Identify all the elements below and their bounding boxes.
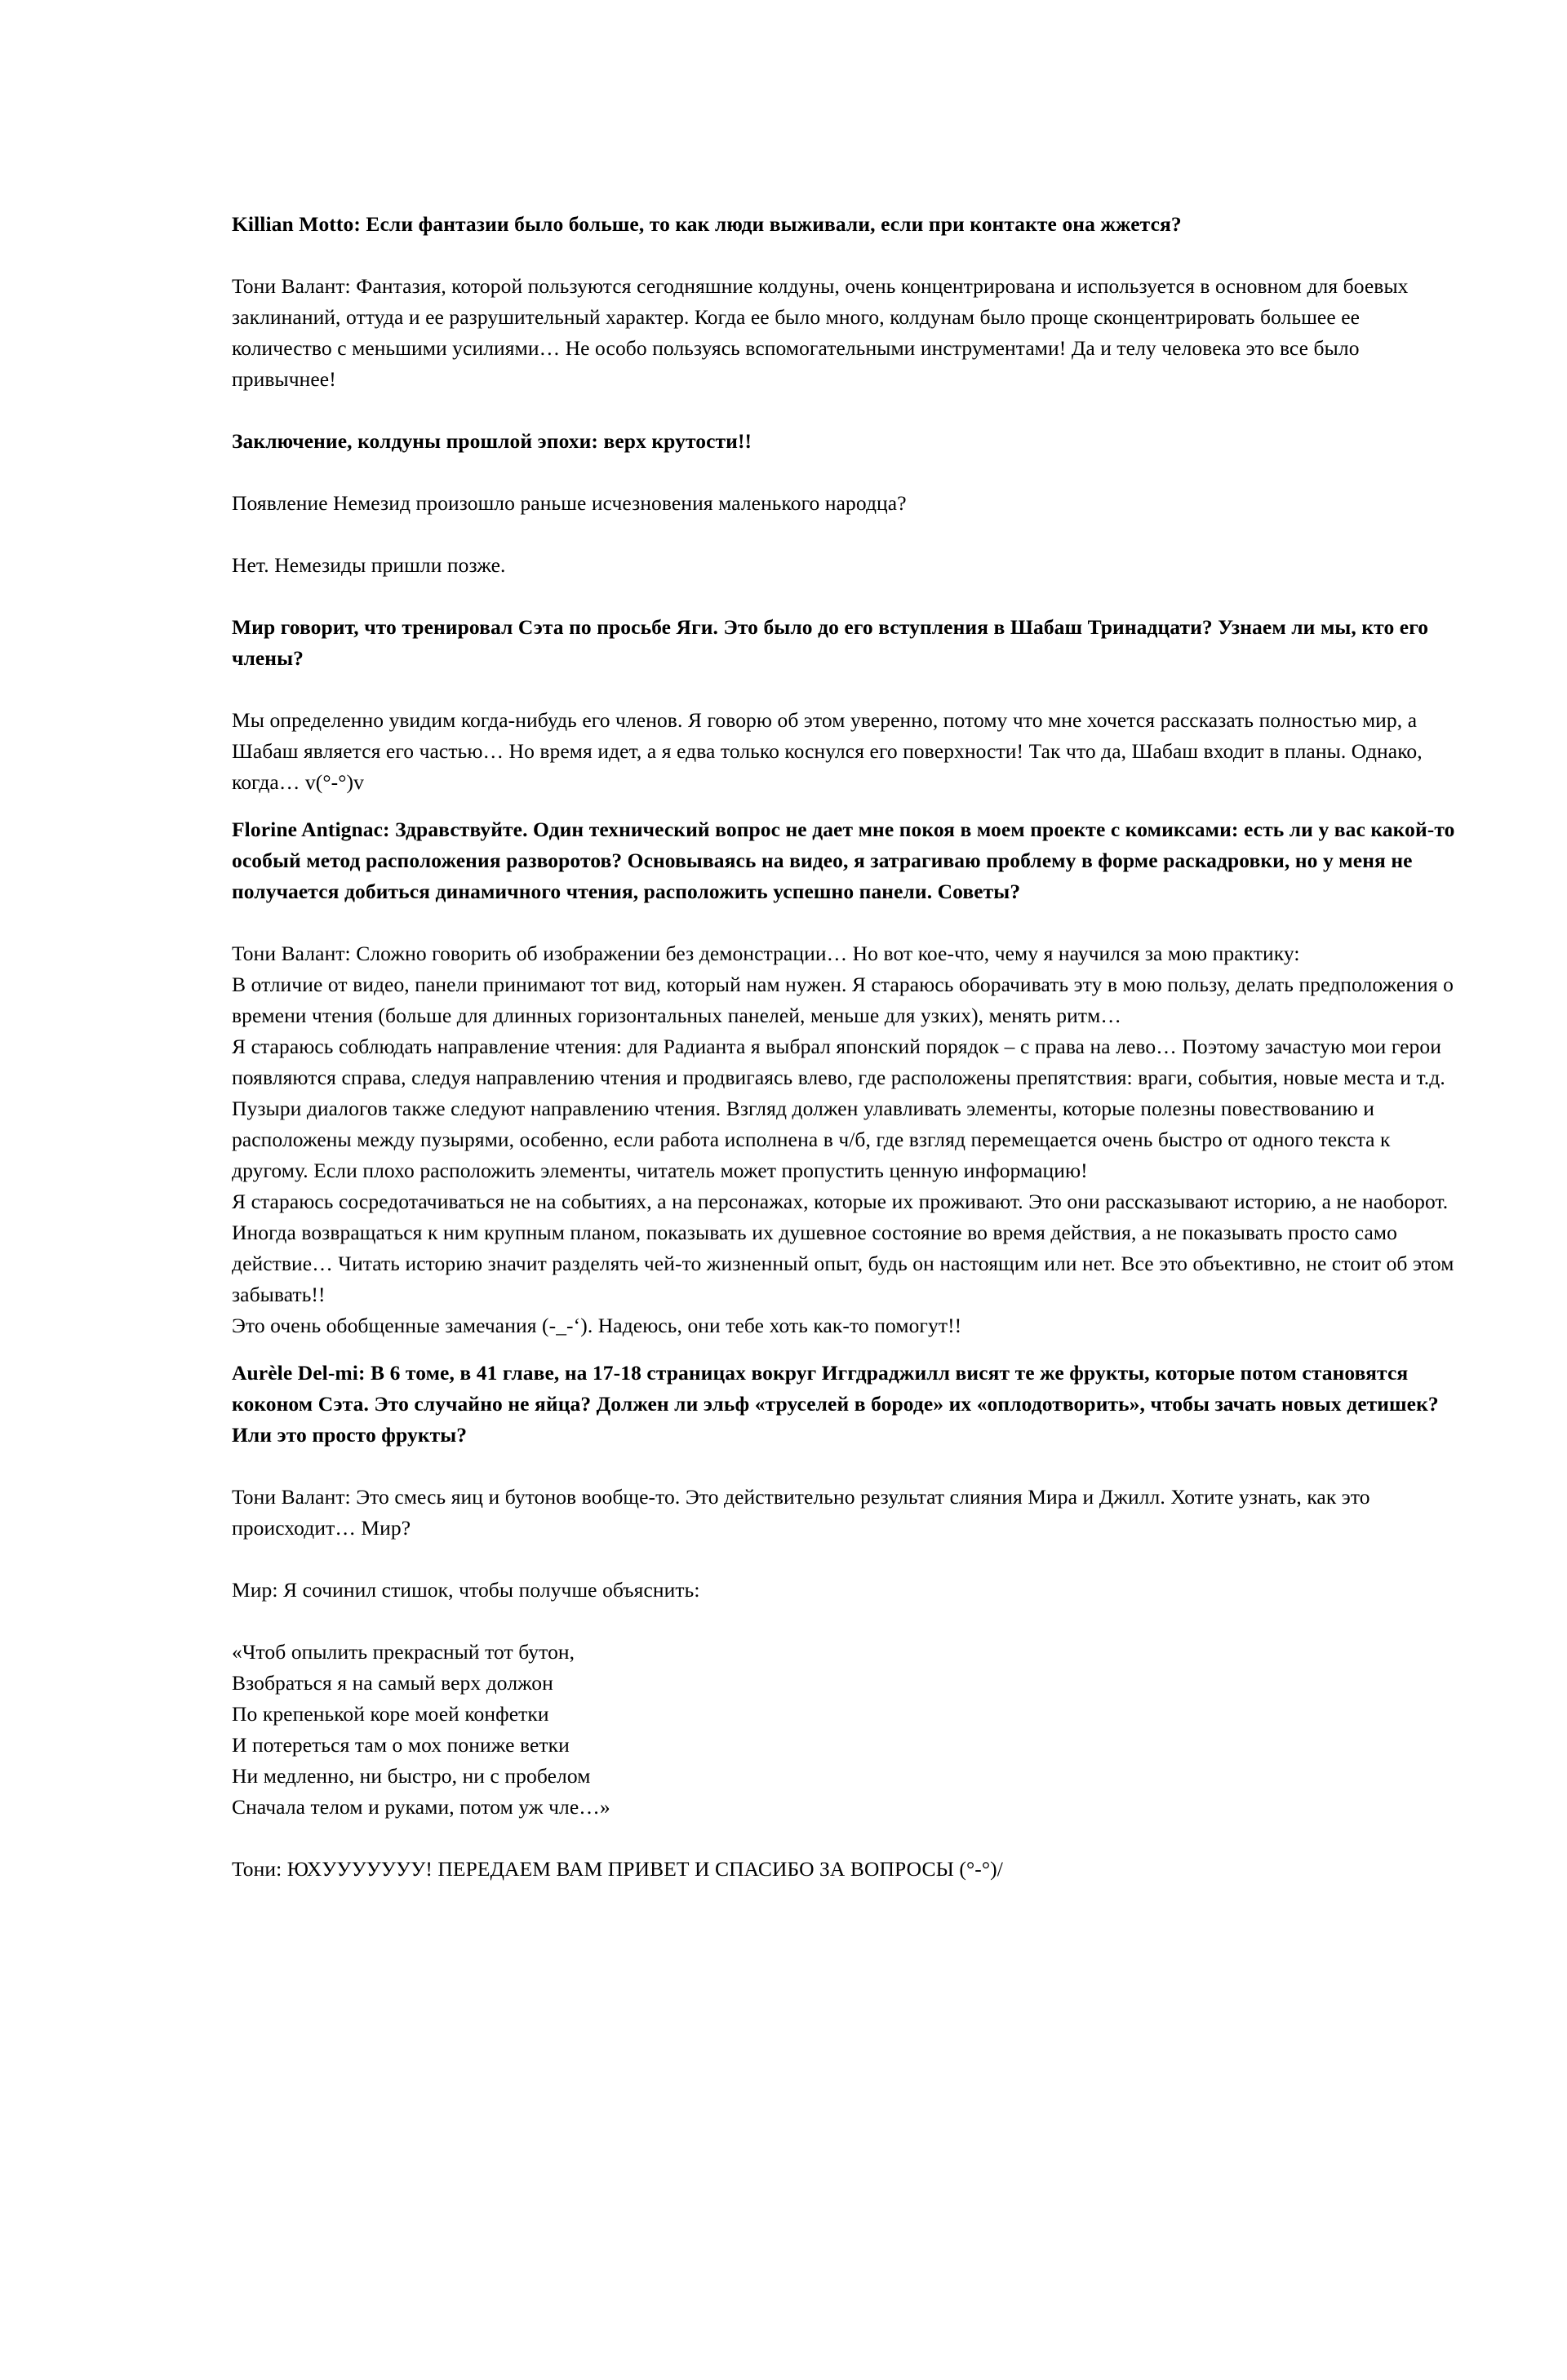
poem-line: «Чтоб опылить прекрасный тот бутон, (232, 1640, 575, 1664)
poem-line: Сначала телом и руками, потом уж чле…» (232, 1795, 610, 1819)
answer-paragraph-panel-timing: В отличие от видео, панели принимают тот вид, который нам нужен. Я стараюсь оборачивать эту в мою пользу, делать предположения о времени чтения (больше для длинных горизонтальных панелей, меньше для узких), менять ритм… (232, 973, 1454, 1027)
spacer (232, 519, 1456, 550)
poem-line: И потереться там о мох пониже ветки (232, 1733, 570, 1757)
spacer (232, 240, 1456, 271)
spacer (232, 674, 1456, 705)
document-body (232, 209, 1456, 1885)
question-heading-mir-seth-training: Мир говорит, что тренировал Сэта по просьбе Яги. Это было до его вступления в Шабаш Тринадцати? Узнаем ли мы, кто его члены? (232, 615, 1429, 670)
answer-paragraph-nemesis-reply: Нет. Немезиды пришли позже. (232, 553, 506, 577)
answer-paragraph-characters-focus: Я стараюсь сосредотачиваться не на событиях, а на персонажах, которые их проживают. Это они рассказывают историю, а не наоборот. Иногда возвращаться к ним крупным планом, показывать их душевное состояние во время действия, а не показывать просто само действие… Читать историю значит разделять чей-то жизненный опыт, будь он настоящим или нет. Все это объективно, не стоит об этом забывать!! (232, 1190, 1454, 1306)
closing-paragraph-thanks: Тони: ЮХУУУУУУУ! ПЕРЕДАЕМ ВАМ ПРИВЕТ И СПАСИБО ЗА ВОПРОСЫ (°-°)/ (232, 1857, 1003, 1881)
question-heading-killian-motto: Killian Motto: Если фантазии было больше, то как люди выживали, если при контакте она жжется? (232, 212, 1182, 236)
question-heading-florine-antignac: Florine Antignac: Здравствуйте. Один технический вопрос не дает мне покоя в моем проекте с комиксами: есть ли у вас какой-то особый метод расположения разворотов? Основываясь на видео, я затрагиваю проблему в форме раскадровки, но у меня не получается добиться динамичного чтения, расположить успешно панели. Советы? (232, 818, 1455, 903)
section-separator-2 (232, 1341, 1456, 1358)
question-heading-conclusion: Заключение, колдуны прошлой эпохи: верх крутости!! (232, 429, 752, 453)
spacer (232, 907, 1456, 938)
spacer (232, 1606, 1456, 1637)
spacer (232, 457, 1456, 488)
spacer (232, 1823, 1456, 1854)
answer-paragraph-general-remarks: Это очень обобщенные замечания (-_-‘). Надеюсь, они тебе хоть как-то помогут!! (232, 1314, 962, 1337)
answer-paragraph-nemesis-question: Появление Немезид произошло раньше исчезновения маленького народца? (232, 491, 907, 515)
answer-paragraph-fantasy-concentration: Тони Валант: Фантазия, которой пользуются сегодняшние колдуны, очень концентрирована и используется в основном для боевых заклинаний, оттуда и ее разрушительный характер. Когда ее было много, колдунам было проще сконцентрировать большее ее количество с меньшими усилиями… Не особо пользуясь вспомогательными инструментами! Да и телу человека это все было привычнее! (232, 274, 1409, 391)
answer-paragraph-eggs-and-buds: Тони Валант: Это смесь яиц и бутонов вообще-то. Это действительно результат слияния Мира и Джилл. Хотите узнать, как это происходит… Мир? (232, 1485, 1370, 1540)
spacer (232, 1544, 1456, 1575)
question-heading-aurele-del-mi: Aurèle Del-mi: В 6 томе, в 41 главе, на 17-18 страницах вокруг Иггдраджилл висят те же фрукты, которые потом становятся коконом Сэта. Это случайно не яйца? Должен ли эльф «труселей в бороде» их «оплодотворить», чтобы зачать новых детишек? Или это просто фрукты? (232, 1361, 1439, 1447)
poem-line: Взобраться я на самый верх должон (232, 1671, 553, 1695)
answer-paragraph-mir-poem-intro: Мир: Я сочинил стишок, чтобы получше объяснить: (232, 1578, 700, 1602)
spacer (232, 581, 1456, 612)
poem-line: Ни медленно, ни быстро, ни с пробелом (232, 1764, 591, 1788)
spacer (232, 395, 1456, 426)
poem-block (232, 1637, 1456, 1823)
poem-line: По крепенькой коре моей конфетки (232, 1702, 549, 1726)
spacer (232, 1451, 1456, 1482)
answer-paragraph-intro-practice: Тони Валант: Сложно говорить об изображении без демонстрации… Но вот кое-что, чему я научился за мою практику: (232, 942, 1300, 965)
answer-paragraph-sabbath-members: Мы определенно увидим когда-нибудь его членов. Я говорю об этом уверенно, потому что мне хочется рассказать полностью мир, а Шабаш является его частью… Но время идет, а я едва только коснулся его поверхности! Так что да, Шабаш входит в планы. Однако, когда… v(°-°)v (232, 708, 1423, 794)
answer-paragraph-speech-bubbles: Пузыри диалогов также следуют направлению чтения. Взгляд должен улавливать элементы, которые полезны повествованию и расположены между пузырями, особенно, если работа исполнена в ч/б, где взгляд перемещается очень быстро от одного текста к другому. Если плохо расположить элементы, читатель может пропустить ценную информацию! (232, 1097, 1391, 1182)
section-separator-1 (232, 798, 1456, 814)
answer-paragraph-reading-direction: Я стараюсь соблюдать направление чтения: для Радианта я выбрал японский порядок – с права на лево… Поэтому зачастую мои герои появляются справа, следуя направлению чтения и продвигаясь влево, где расположены препятствия: враги, события, новые места и т.д. (232, 1035, 1445, 1089)
